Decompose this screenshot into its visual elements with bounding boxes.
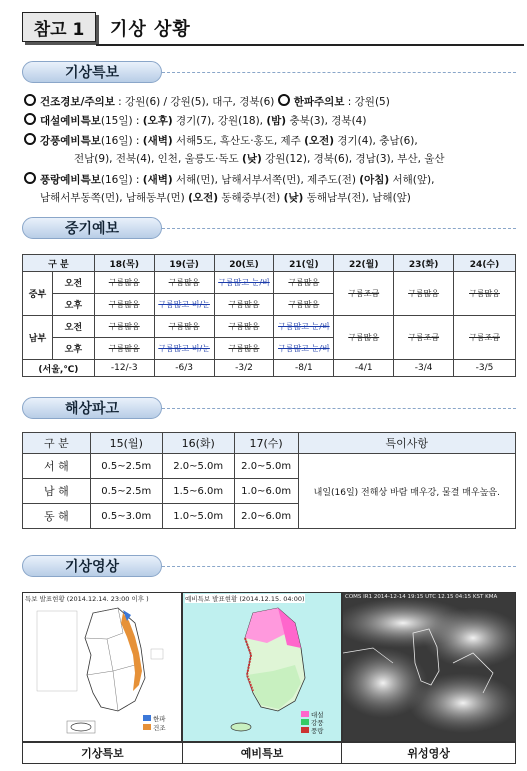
header-cell: 21(일) — [274, 255, 334, 272]
section-warnings-title: 기상특보 — [22, 61, 162, 83]
section-divider — [162, 408, 516, 409]
wave-cell: 2.0~6.0m — [234, 504, 298, 529]
temp-cell: -8/1 — [274, 360, 334, 377]
header-cell: 18(목) — [94, 255, 154, 272]
temp-cell: -3/5 — [454, 360, 516, 377]
region-cell: 중부 — [23, 272, 53, 316]
area-cell: 서 해 — [23, 454, 91, 479]
period-cell: 오후 — [52, 294, 94, 316]
weather-cell: 구름많음 — [454, 272, 516, 316]
header-cell: 15(월) — [90, 433, 162, 454]
weather-cell: 구름많음 — [214, 316, 274, 338]
legend-label: 대설 — [311, 711, 324, 719]
header-cell: 19(금) — [154, 255, 214, 272]
wave-cell: 0.5~2.5m — [90, 479, 162, 504]
reference-badge: 참고 1 — [22, 12, 96, 42]
weather-cell: 구름많음 — [334, 316, 394, 360]
header-cell: 20(토) — [214, 255, 274, 272]
weather-cell: 구름많고 눈/비 — [274, 316, 334, 338]
page-title: 기상 상황 — [110, 19, 191, 40]
table-row — [23, 454, 516, 479]
bullet-icon — [24, 172, 36, 184]
caption-cell: 위성영상 — [342, 743, 516, 764]
weather-cell: 구름많고 비/눈 — [154, 338, 214, 360]
image-title: 특보 발표현황 (2014.12.14. 23:00 이후 ) — [25, 595, 149, 603]
weather-cell: 구름많음 — [274, 272, 334, 294]
area-cell: 동 해 — [23, 504, 91, 529]
caption-cell: 예비특보 — [182, 743, 342, 764]
period-cell: 오전 — [52, 316, 94, 338]
section-divider — [162, 228, 516, 229]
weather-cell: 구름많음 — [94, 272, 154, 294]
weather-cell: 구름많음 — [394, 272, 454, 316]
section-midterm-title: 중기예보 — [22, 217, 162, 239]
caption-cell: 기상특보 — [23, 743, 183, 764]
image-captions — [22, 742, 516, 764]
legend-label: 건조 — [153, 724, 166, 732]
table-header-row — [23, 433, 516, 454]
note-cell: 내일(16일) 전해상 바람 매우강, 물결 매우높음. — [298, 454, 515, 529]
header-cell: 24(수) — [454, 255, 516, 272]
wave-cell: 1.0~6.0m — [234, 479, 298, 504]
weather-cell: 구름많고 눈/비 — [214, 272, 274, 294]
pre-warning-map-image — [182, 592, 342, 742]
warning-line-4: 풍랑예비특보(16일) : (새벽) 서해(먼), 남해서부서쪽(먼), 제주도(전) (아침) 서해(앞), — [24, 172, 434, 188]
temp-cell: -3/4 — [394, 360, 454, 377]
table-header-row — [23, 255, 516, 272]
table-row — [23, 316, 516, 338]
warning-map-image — [22, 592, 182, 742]
period-cell: 오후 — [52, 338, 94, 360]
warning-line-3-cont: 전남(9), 전북(4), 인천, 울릉도·독도 (낮) 강원(12), 경북(6), 경남(3), 부산, 울산 — [74, 153, 445, 165]
temperature-row — [23, 360, 516, 377]
weather-cell: 구름조금 — [334, 272, 394, 316]
weather-cell: 구름조금 — [394, 316, 454, 360]
period-cell: 오전 — [52, 272, 94, 294]
header-divider — [96, 44, 524, 46]
sea-wave-table — [22, 432, 516, 529]
weather-cell: 구름많음 — [154, 272, 214, 294]
weather-cell: 구름조금 — [454, 316, 516, 360]
legend-label: 풍랑 — [311, 727, 324, 735]
section-sea-title: 해상파고 — [22, 397, 162, 419]
image-title: COMS IR1 2014-12-14 19:15 UTC 12.15 04:15 KST KMA — [345, 594, 498, 600]
legend-label: 강풍 — [311, 719, 324, 727]
weather-cell: 구름많고 눈/비 — [274, 338, 334, 360]
region-cell: 남부 — [23, 316, 53, 360]
weather-cell: 구름많음 — [94, 338, 154, 360]
section-divider — [162, 72, 516, 73]
warning-line-1: 건조경보/주의보 : 강원(6) / 강원(5), 대구, 경북(6) 한파주의보 : 강원(5) — [24, 94, 390, 110]
temp-cell: -6/3 — [154, 360, 214, 377]
image-title: 예비특보 발표현황 (2014.12.15. 04:00) — [185, 595, 305, 603]
midterm-forecast-table — [22, 254, 516, 377]
wave-cell: 0.5~2.5m — [90, 454, 162, 479]
weather-cell: 구름많음 — [94, 294, 154, 316]
warning-line-3: 강풍예비특보(16일) : (새벽) 서해5도, 흑산도·홍도, 제주 (오전) 경기(4), 충남(6), — [24, 133, 418, 149]
wave-cell: 2.0~5.0m — [234, 454, 298, 479]
wave-cell: 1.5~6.0m — [162, 479, 234, 504]
warning-line-4-cont: 남해서부동쪽(먼), 남해동부(먼) (오전) 동해중부(전) (낮) 동해남부(전), 남해(앞) — [40, 192, 411, 204]
bullet-icon — [278, 94, 290, 106]
weather-cell: 구름많음 — [94, 316, 154, 338]
section-divider — [162, 566, 516, 567]
satellite-image — [342, 592, 516, 742]
weather-cell: 구름많고 비/눈 — [154, 294, 214, 316]
wave-cell: 0.5~3.0m — [90, 504, 162, 529]
legend-label: 한파 — [153, 715, 166, 723]
temp-label-cell: (서울,℃) — [23, 360, 95, 377]
bullet-icon — [24, 133, 36, 145]
header-cell: 17(수) — [234, 433, 298, 454]
temp-cell: -4/1 — [334, 360, 394, 377]
wave-cell: 1.0~5.0m — [162, 504, 234, 529]
bullet-icon — [24, 94, 36, 106]
header-cell: 16(화) — [162, 433, 234, 454]
temp-cell: -12/-3 — [94, 360, 154, 377]
header-cell: 22(월) — [334, 255, 394, 272]
warning-line-2: 대설예비특보(15일) : (오후) 경기(7), 강원(18), (밤) 충북(3), 경북(4) — [24, 113, 366, 129]
temp-cell: -3/2 — [214, 360, 274, 377]
header-cell: 구 분 — [23, 433, 91, 454]
header-cell: 23(화) — [394, 255, 454, 272]
table-row — [23, 272, 516, 294]
bullet-icon — [24, 113, 36, 125]
weather-cell: 구름많음 — [274, 294, 334, 316]
header-cell: 구 분 — [23, 255, 95, 272]
header-cell: 특이사항 — [298, 433, 515, 454]
weather-cell: 구름많음 — [214, 294, 274, 316]
area-cell: 남 해 — [23, 479, 91, 504]
section-imagery-title: 기상영상 — [22, 555, 162, 577]
satellite-ir-view — [343, 593, 515, 741]
weather-cell: 구름많음 — [154, 316, 214, 338]
wave-cell: 2.0~5.0m — [162, 454, 234, 479]
weather-cell: 구름많음 — [214, 338, 274, 360]
